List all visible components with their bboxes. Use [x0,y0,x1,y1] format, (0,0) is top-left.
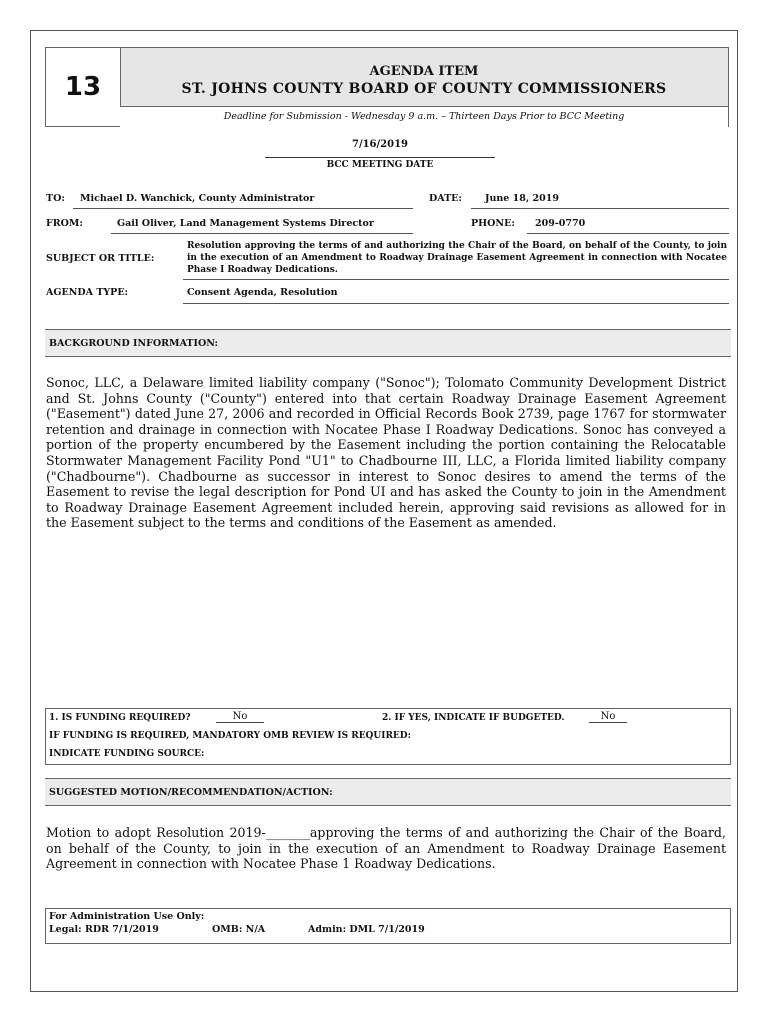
agenda-type-value: Consent Agenda, Resolution [187,287,338,298]
motion-text: Motion to adopt Resolution 2019-_______approving the terms of and authorizing the Chair of the Board, on behalf of the County, to join in the execution of an Amendment to Roadway Drainage Easement Agreement in connection with Nocatee Phase 1 Roadway Dedications. [46,825,726,872]
agenda-type-underline [183,303,729,304]
admin-use-box [45,908,731,944]
legal-approval: Legal: RDR 7/1/2019 [49,924,159,935]
header-title-area [120,48,728,106]
subject-value: Resolution approving the terms of and authorizing the Chair of the Board, on behalf of the County, to join in the execution of an Amendment to Roadway Drainage Easement Agreement in connection with Nocatee Phase I Roadway Dedications. [187,241,727,275]
funding-source-label: INDICATE FUNDING SOURCE: [49,749,205,759]
agenda-item-number: 13 [46,48,121,126]
from-underline [111,233,413,234]
agenda-header [45,47,729,127]
date-value: June 18, 2019 [485,193,559,204]
funding-required-label: 1. IS FUNDING REQUIRED? [49,713,191,723]
omb-review-note: IF FUNDING IS REQUIRED, MANDATORY OMB REVIEW IS REQUIRED: [49,731,411,741]
submission-deadline: Deadline for Submission - Wednesday 9 a.m. – Thirteen Days Prior to BCC Meeting [120,106,728,127]
admin-use-heading: For Administration Use Only: [49,911,205,922]
background-heading: BACKGROUND INFORMATION: [45,329,731,357]
admin-approval: Admin: DML 7/1/2019 [308,924,425,935]
phone-underline [527,233,729,234]
from-label: FROM: [46,218,83,229]
date-label: DATE: [429,193,462,204]
funding-required-value: No [216,711,264,723]
subject-underline [183,279,729,280]
phone-value: 209-0770 [535,218,586,229]
background-text: Sonoc, LLC, a Delaware limited liability company ("Sonoc"); Tolomato Community Development District and St. Johns County ("County") entered into that certain Roadway Drainage Easement Agreement ("Easement") dated June 27, 2006 and recorded in Official Records Book 2739, page 1767 for stormwater retention and drainage in connection with Nocatee Phase I Roadway Dedications. Sonoc has conveyed a portion of the property encumbered by the Easement including the portion containing the Relocatable Stormwater Management Facility Pond "U1" to Chadbourne III, LLC, a Florida limited liability company ("Chadbourne"). Chadbourne as successor in interest to Sonoc desires to amend the terms of the Easement to revise the legal description for Pond UI and has asked the County to join in the Amendment to Roadway Drainage Easement Agreement included herein, approving said revisions as allowed for in the Easement subject to the terms and conditions of the Easement as amended. [46,375,726,531]
agenda-item-page [30,30,738,992]
to-underline [73,208,413,209]
board-title: ST. JOHNS COUNTY BOARD OF COUNTY COMMISSIONERS [181,81,667,97]
date-underline [471,208,729,209]
funding-box [45,708,731,765]
phone-label: PHONE: [471,218,515,229]
budgeted-label: 2. IF YES, INDICATE IF BUDGETED. [382,713,565,723]
bcc-meeting-date-value: 7/16/2019 [351,139,408,150]
agenda-item-title: AGENDA ITEM [369,64,479,79]
agenda-type-label: AGENDA TYPE: [46,287,129,298]
omb-approval: OMB: N/A [212,924,266,935]
subject-label: SUBJECT OR TITLE: [46,253,155,264]
budgeted-value: No [589,711,627,723]
to-label: TO: [46,193,65,204]
from-value: Gail Oliver, Land Management Systems Director [117,218,374,229]
bcc-meeting-date-label: BCC MEETING DATE [326,160,434,170]
motion-heading: SUGGESTED MOTION/RECOMMENDATION/ACTION: [45,778,731,806]
to-value: Michael D. Wanchick, County Administrator [80,193,315,204]
bcc-date-underline [265,157,495,158]
